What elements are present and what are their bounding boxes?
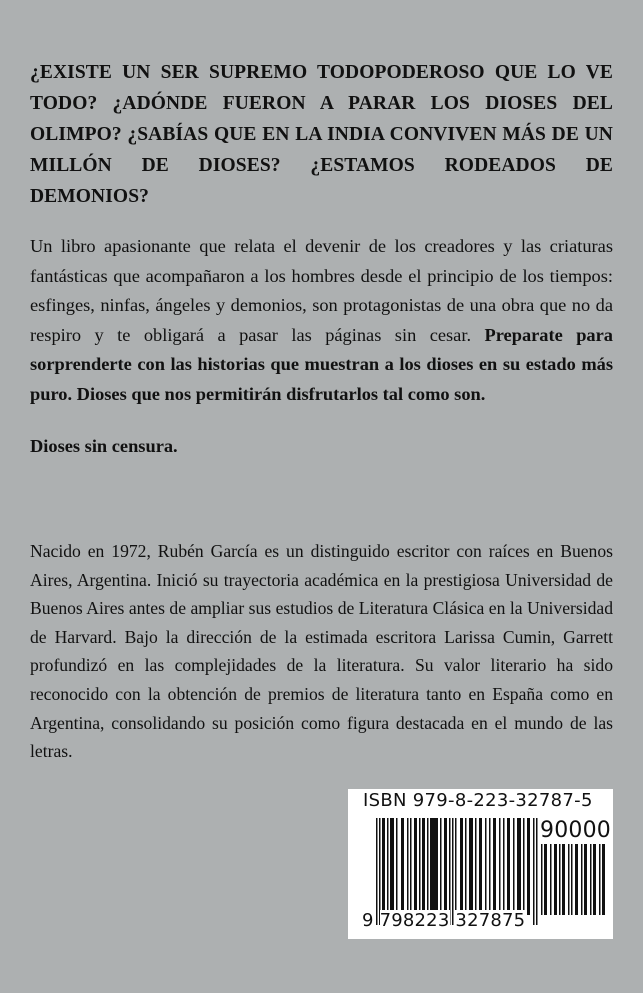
ean-digits (362, 910, 525, 931)
ean-first-digit: 9 (362, 910, 374, 931)
author-bio: Nacido en 1972, Rubén García es un distinguido escritor con raíces en Buenos Aires, Argentina. Inició su trayectoria académica en la prestigiosa Universidad de Buenos Aires antes de ampliar sus estudios de Literatura Clásica en la Universidad de Harvard. Bajo la dirección de la estimada escritora Larissa Cumin, Garrett profundizó en las complejidades de la literatura. Su valor literario ha sido reconocido con la obtención de premios de literatura tanto en España como en Argentina, consolidando su posición como figura destacada en el mundo de las letras. (30, 541, 613, 762)
cover-headline: ¿EXISTE UN SER SUPREMO TODOPODEROSO QUE LO VE TODO? ¿ADÓNDE FUERON A PARAR LOS DIOSES DEL OLIMPO? ¿SABÍAS QUE EN LA INDIA CONVIVEN MÁS DE UN MILLÓN DE DIOSES? ¿ESTAMOS RODEADOS DE DEMONIOS? (30, 62, 613, 207)
ean-right-group: 327875 (455, 910, 526, 931)
isbn-barcode (348, 789, 613, 939)
barcode-addon-icon (541, 844, 606, 915)
price-code: 90000 (540, 818, 611, 843)
ean-left-group: 798223 (379, 910, 450, 931)
barcode-main-icon (376, 818, 538, 925)
synopsis-paragraph (30, 232, 613, 409)
synopsis-highlight: Preparate para sorprenderte con las historias que muestran a los dioses en su estado más puro. Dioses que nos permitirán disfrutarlos tal como son. (30, 324, 613, 404)
isbn-label: ISBN 979-8-223-32787-5 (363, 790, 593, 811)
tagline: Dioses sin censura. (30, 436, 178, 456)
synopsis-text: Un libro apasionante que relata el devenir de los creadores y las criaturas fantásticas que acompañaron a los hombres desde el principio de los tiempos: esfinges, ninfas, ángeles y demonios, son protagonistas de una obra que no da respiro y te obligará a pasar las páginas sin cesar. (30, 236, 613, 345)
